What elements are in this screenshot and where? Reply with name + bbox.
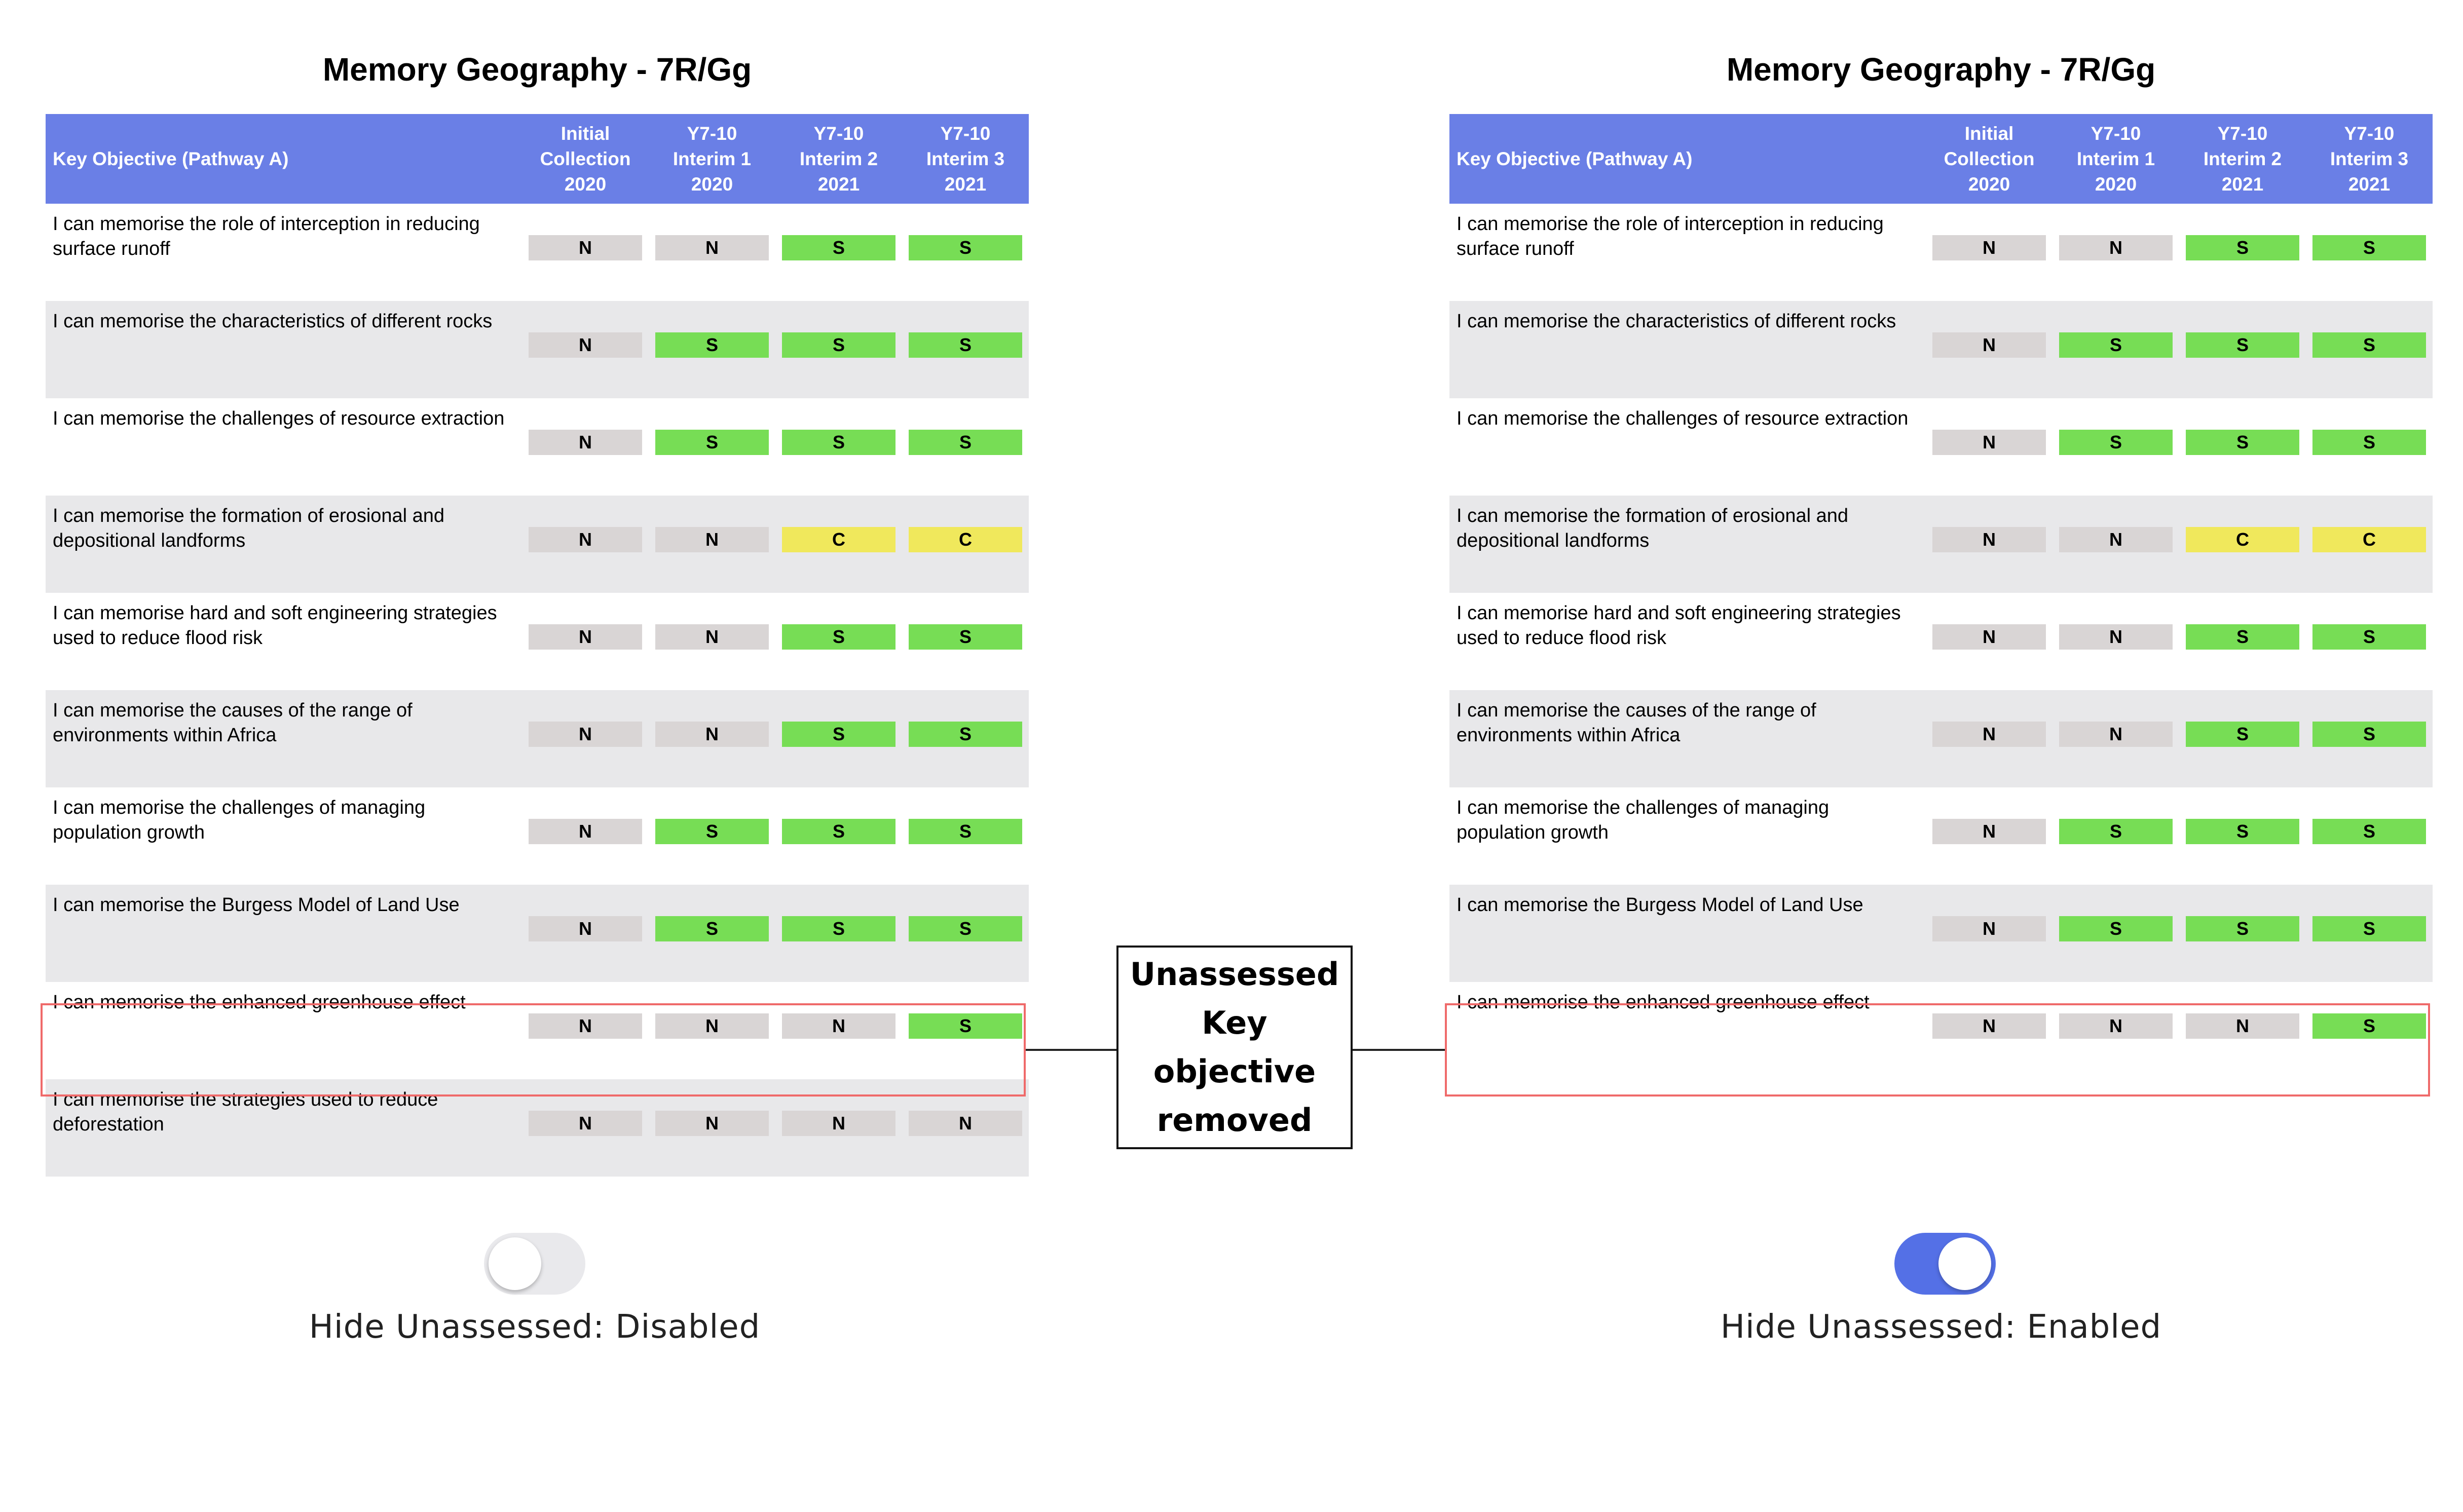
status-badge: S <box>2186 332 2299 358</box>
connector-line-left <box>1026 1049 1116 1051</box>
unassessed-callout: Unassessed Key objective removed <box>1116 946 1353 1149</box>
status-badge: S <box>2312 332 2426 358</box>
status-badge: N <box>1932 527 2046 552</box>
status-cell <box>2306 398 2433 496</box>
objective-text: I can memorise the challenges of managing population growth <box>53 797 426 843</box>
status-cell <box>775 301 902 398</box>
status-badge: N <box>2059 722 2173 747</box>
status-cell <box>902 496 1029 593</box>
status-badge: N <box>1932 916 2046 941</box>
status-badge: S <box>655 332 769 358</box>
status-cell <box>2179 496 2306 593</box>
status-badge: S <box>2186 819 2299 844</box>
status-cell <box>522 496 649 593</box>
table-row <box>46 204 1029 301</box>
status-badge: S <box>782 819 895 844</box>
status-cell <box>2306 496 2433 593</box>
status-cell <box>2306 301 2433 398</box>
status-badge: N <box>782 1013 895 1039</box>
objective-text: I can memorise the formation of erosional and depositional landforms <box>46 496 522 593</box>
status-badge: S <box>909 235 1022 260</box>
status-cell <box>2306 690 2433 787</box>
objective-text: I can memorise the challenges of resource extraction <box>53 408 505 429</box>
table-body <box>1449 204 2433 1079</box>
status-cell <box>902 204 1029 301</box>
column-header: Y7-10 Interim 1 2020 <box>649 114 775 204</box>
status-badge: S <box>909 722 1022 747</box>
status-cell <box>775 885 902 982</box>
status-cell <box>902 301 1029 398</box>
status-cell <box>775 787 902 885</box>
status-cell <box>902 398 1029 496</box>
status-cell <box>2306 593 2433 690</box>
status-badge: S <box>2312 430 2426 455</box>
panel-title: Memory Geography - 7R/Gg <box>322 51 752 88</box>
column-header: Initial Collection 2020 <box>522 114 649 204</box>
status-cell <box>2052 204 2179 301</box>
toggle-label-disabled: Hide Unassessed: Disabled <box>309 1308 761 1346</box>
status-badge: S <box>2312 624 2426 650</box>
removed-row-placeholder <box>1445 1003 2430 1097</box>
status-cell <box>522 204 649 301</box>
status-badge: S <box>2186 430 2299 455</box>
table-row <box>46 398 1029 496</box>
table-row <box>46 690 1029 787</box>
status-cell <box>649 787 775 885</box>
objective-text: I can memorise the characteristics of different rocks <box>1449 301 1926 398</box>
status-cell <box>2052 593 2179 690</box>
status-badge: S <box>782 916 895 941</box>
status-cell <box>649 301 775 398</box>
objectives-table <box>1449 114 2433 1079</box>
status-cell <box>522 398 649 496</box>
status-badge: S <box>782 235 895 260</box>
status-badge: S <box>2186 624 2299 650</box>
toggle-knob <box>489 1237 541 1290</box>
table-row <box>1449 301 2433 398</box>
status-badge: N <box>2059 527 2173 552</box>
status-cell <box>522 301 649 398</box>
status-badge: S <box>2186 916 2299 941</box>
status-cell <box>2052 690 2179 787</box>
status-cell <box>649 496 775 593</box>
toggle-label-enabled: Hide Unassessed: Enabled <box>1720 1308 2162 1346</box>
status-badge: N <box>655 527 769 552</box>
status-badge: N <box>655 624 769 650</box>
table-row <box>1449 593 2433 690</box>
status-badge: C <box>909 527 1022 552</box>
status-badge: N <box>1932 430 2046 455</box>
table-row <box>1449 398 2433 496</box>
status-cell <box>2179 787 2306 885</box>
status-badge: N <box>655 1111 769 1136</box>
connector-line-right <box>1353 1049 1445 1051</box>
status-badge: S <box>2059 430 2173 455</box>
objective-text: I can memorise the role of interception in reducing surface runoff <box>1457 213 1884 259</box>
status-cell <box>649 690 775 787</box>
objective-text: I can memorise the strategies used to reduce deforestation <box>46 1079 522 1177</box>
status-badge: S <box>2186 722 2299 747</box>
status-badge: N <box>529 235 642 260</box>
status-badge: N <box>529 527 642 552</box>
toggle-knob <box>1938 1237 1991 1290</box>
status-cell <box>902 690 1029 787</box>
table-row <box>1449 885 2433 982</box>
status-cell <box>1926 787 2052 885</box>
status-badge: N <box>1932 722 2046 747</box>
hide-unassessed-toggle-enabled[interactable] <box>1894 1233 1996 1295</box>
status-cell <box>649 398 775 496</box>
status-badge: N <box>782 1111 895 1136</box>
table-row <box>1449 787 2433 885</box>
status-badge: N <box>1932 332 2046 358</box>
status-badge: S <box>782 430 895 455</box>
status-cell <box>649 204 775 301</box>
status-badge: N <box>1932 624 2046 650</box>
status-badge: C <box>782 527 895 552</box>
status-cell <box>1926 690 2052 787</box>
status-badge: N <box>655 722 769 747</box>
column-header: Y7-10 Interim 2 2021 <box>775 114 902 204</box>
status-cell <box>522 885 649 982</box>
objective-text: I can memorise the formation of erosional and depositional landforms <box>1449 496 1926 593</box>
status-cell <box>522 690 649 787</box>
objective-text: I can memorise the characteristics of different rocks <box>46 301 522 398</box>
column-header: Y7-10 Interim 1 2020 <box>2052 114 2179 204</box>
status-badge: N <box>909 1111 1022 1136</box>
status-badge: S <box>909 1013 1022 1039</box>
panel-title: Memory Geography - 7R/Gg <box>1726 51 2156 88</box>
status-badge: S <box>909 332 1022 358</box>
table-row <box>46 301 1029 398</box>
status-cell <box>775 398 902 496</box>
status-badge: S <box>909 430 1022 455</box>
status-cell <box>522 787 649 885</box>
status-badge: N <box>529 722 642 747</box>
status-cell <box>2179 885 2306 982</box>
objective-text: I can memorise the causes of the range of environments within Africa <box>1449 690 1926 787</box>
status-badge: S <box>782 332 895 358</box>
objective-text: I can memorise the role of interception in reducing surface runoff <box>53 213 480 259</box>
status-badge: N <box>529 332 642 358</box>
table-row <box>46 885 1029 982</box>
status-cell <box>522 593 649 690</box>
status-badge: N <box>529 1013 642 1039</box>
status-badge: S <box>2312 916 2426 941</box>
table-header-row <box>46 114 1029 204</box>
status-cell <box>902 593 1029 690</box>
hide-unassessed-toggle-disabled[interactable] <box>484 1233 585 1295</box>
status-cell <box>775 204 902 301</box>
status-badge: S <box>2059 916 2173 941</box>
status-badge: S <box>782 722 895 747</box>
unassessed-row-highlight <box>41 1003 1026 1097</box>
status-cell <box>649 593 775 690</box>
status-badge: S <box>2059 332 2173 358</box>
table-header-row <box>1449 114 2433 204</box>
status-badge: N <box>2186 1013 2299 1039</box>
status-cell <box>1926 885 2052 982</box>
status-badge: N <box>529 819 642 844</box>
table-row <box>1449 690 2433 787</box>
status-badge: S <box>909 624 1022 650</box>
status-badge: S <box>2312 722 2426 747</box>
status-cell <box>2306 787 2433 885</box>
status-badge: S <box>2186 235 2299 260</box>
status-badge: N <box>529 430 642 455</box>
status-cell <box>2179 593 2306 690</box>
status-badge: S <box>2059 819 2173 844</box>
status-cell <box>1926 593 2052 690</box>
status-badge: S <box>655 430 769 455</box>
status-cell <box>2052 301 2179 398</box>
column-header: Y7-10 Interim 3 2021 <box>902 114 1029 204</box>
column-header: Y7-10 Interim 3 2021 <box>2306 114 2433 204</box>
status-badge: N <box>1932 235 2046 260</box>
status-badge: N <box>2059 235 2173 260</box>
status-cell <box>2052 398 2179 496</box>
status-cell <box>775 690 902 787</box>
status-badge: S <box>2312 235 2426 260</box>
status-cell <box>902 885 1029 982</box>
objective-text: I can memorise hard and soft engineering strategies used to reduce flood risk <box>53 602 497 649</box>
status-badge: S <box>909 819 1022 844</box>
column-header: Y7-10 Interim 2 2021 <box>2179 114 2306 204</box>
objective-text: I can memorise the causes of the range of environments within Africa <box>46 690 522 787</box>
status-cell <box>2179 398 2306 496</box>
status-cell <box>2052 787 2179 885</box>
status-badge: N <box>2059 1013 2173 1039</box>
status-badge: N <box>655 235 769 260</box>
status-cell <box>775 496 902 593</box>
objective-text: I can memorise the Burgess Model of Land Use <box>46 885 522 982</box>
status-badge: S <box>655 819 769 844</box>
status-badge: S <box>655 916 769 941</box>
status-cell <box>1926 301 2052 398</box>
table-row <box>1449 204 2433 301</box>
table-row <box>46 593 1029 690</box>
status-cell <box>1926 496 2052 593</box>
objective-text: I can memorise the challenges of managing population growth <box>1457 797 1830 843</box>
table-row <box>46 496 1029 593</box>
status-badge: N <box>529 1111 642 1136</box>
status-cell <box>2306 204 2433 301</box>
status-badge: C <box>2312 527 2426 552</box>
status-cell <box>775 593 902 690</box>
objective-text: I can memorise the challenges of resource extraction <box>1457 408 1909 429</box>
status-badge: N <box>529 624 642 650</box>
key-objective-header: Key Objective (Pathway A) <box>1449 114 1926 204</box>
status-badge: N <box>529 916 642 941</box>
objective-text: I can memorise the enhanced greenhouse effect <box>53 992 466 1013</box>
status-badge: S <box>2312 819 2426 844</box>
status-cell <box>1926 204 2052 301</box>
status-badge: N <box>1932 819 2046 844</box>
table-row <box>46 787 1029 885</box>
status-badge: S <box>782 624 895 650</box>
status-badge: S <box>2312 1013 2426 1039</box>
status-badge: S <box>909 916 1022 941</box>
status-cell <box>2052 885 2179 982</box>
column-header: Initial Collection 2020 <box>1926 114 2052 204</box>
status-cell <box>1926 398 2052 496</box>
status-cell <box>2179 301 2306 398</box>
status-badge: N <box>655 1013 769 1039</box>
status-cell <box>2306 885 2433 982</box>
status-cell <box>2179 690 2306 787</box>
status-cell <box>649 885 775 982</box>
status-badge: C <box>2186 527 2299 552</box>
status-badge: N <box>1932 1013 2046 1039</box>
objective-text: I can memorise the Burgess Model of Land Use <box>1449 885 1926 982</box>
status-cell <box>2052 496 2179 593</box>
objective-text: I can memorise hard and soft engineering strategies used to reduce flood risk <box>1457 602 1901 649</box>
status-badge: N <box>2059 624 2173 650</box>
status-cell <box>902 787 1029 885</box>
objective-text: I can memorise the enhanced greenhouse effect <box>1457 992 1870 1013</box>
key-objective-header: Key Objective (Pathway A) <box>46 114 522 204</box>
table-row <box>1449 496 2433 593</box>
status-cell <box>2179 204 2306 301</box>
